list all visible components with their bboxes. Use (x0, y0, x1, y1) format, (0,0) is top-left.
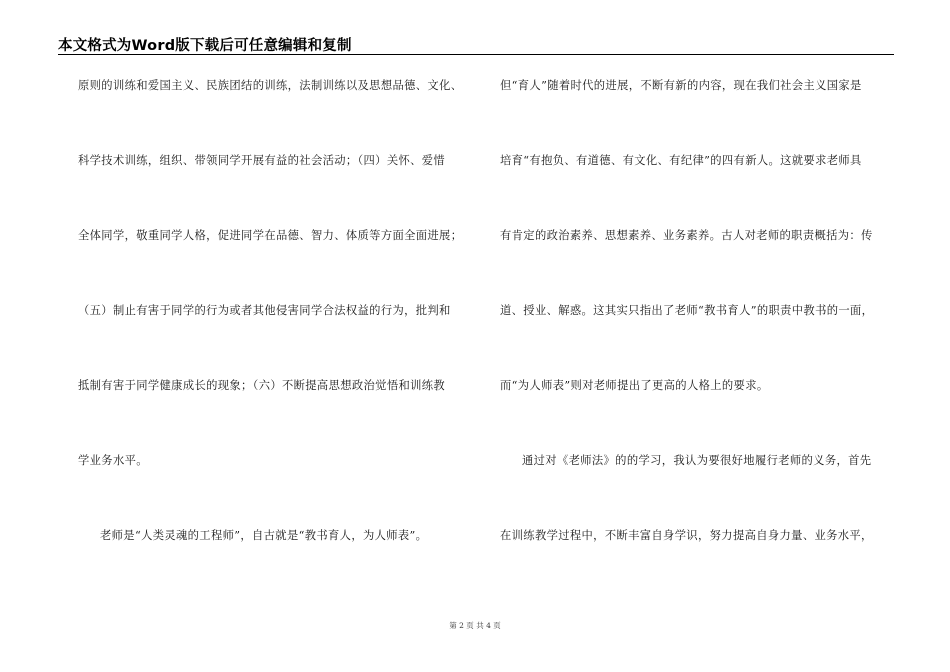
text-line: 全体同学，敬重同学人格，促进同学在品德、智力、体质等方面全面进展； (78, 229, 463, 242)
text-line: 老师是“人类灵魂的工程师”，自古就是“教书育人，为人师表”。 (100, 529, 428, 542)
text-line: 有肯定的政治素养、思想素养、业务素养。古人对老师的职责概括为：传 (500, 229, 873, 242)
text-line: 科学技术训练，组织、带领同学开展有益的社会活动；（四）关怀、爱惜 (78, 154, 446, 167)
text-line: 但“育人”随着时代的进展，不断有新的内容，现在我们社会主义国家是 (500, 79, 862, 92)
text-line: 原则的训练和爱国主义、民族团结的训练，法制训练以及思想品德、文化、 (78, 79, 463, 92)
page-number-footer: 第 2 页 共 4 页 (449, 621, 501, 630)
text-line: 抵制有害于同学健康成长的现象；（六）不断提高思想政治觉悟和训练教 (78, 379, 446, 392)
document-header-title: 本文格式为Word版下载后可任意编辑和复制 (58, 38, 352, 54)
text-line: （五）制止有害于同学的行为或者其他侵害同学合法权益的行为，批判和 (78, 304, 451, 317)
text-line: 培育“有抱负、有道德、有文化、有纪律”的四有新人。这就要求老师具 (500, 154, 862, 167)
text-line: 学业务水平。 (78, 454, 148, 467)
text-line: 而“为人师表”则对老师提出了更高的人格上的要求。 (500, 379, 769, 392)
text-line: 通过对《老师法》的的学习，我认为要很好地履行老师的义务，首先 (522, 454, 872, 467)
header-divider (58, 54, 894, 55)
text-line: 在训练教学过程中，不断丰富自身学识，努力提高自身力量、业务水平， (500, 529, 873, 542)
text-line: 道、授业、解惑。这其实只指出了老师“教书育人”的职责中教书的一面， (500, 304, 874, 317)
